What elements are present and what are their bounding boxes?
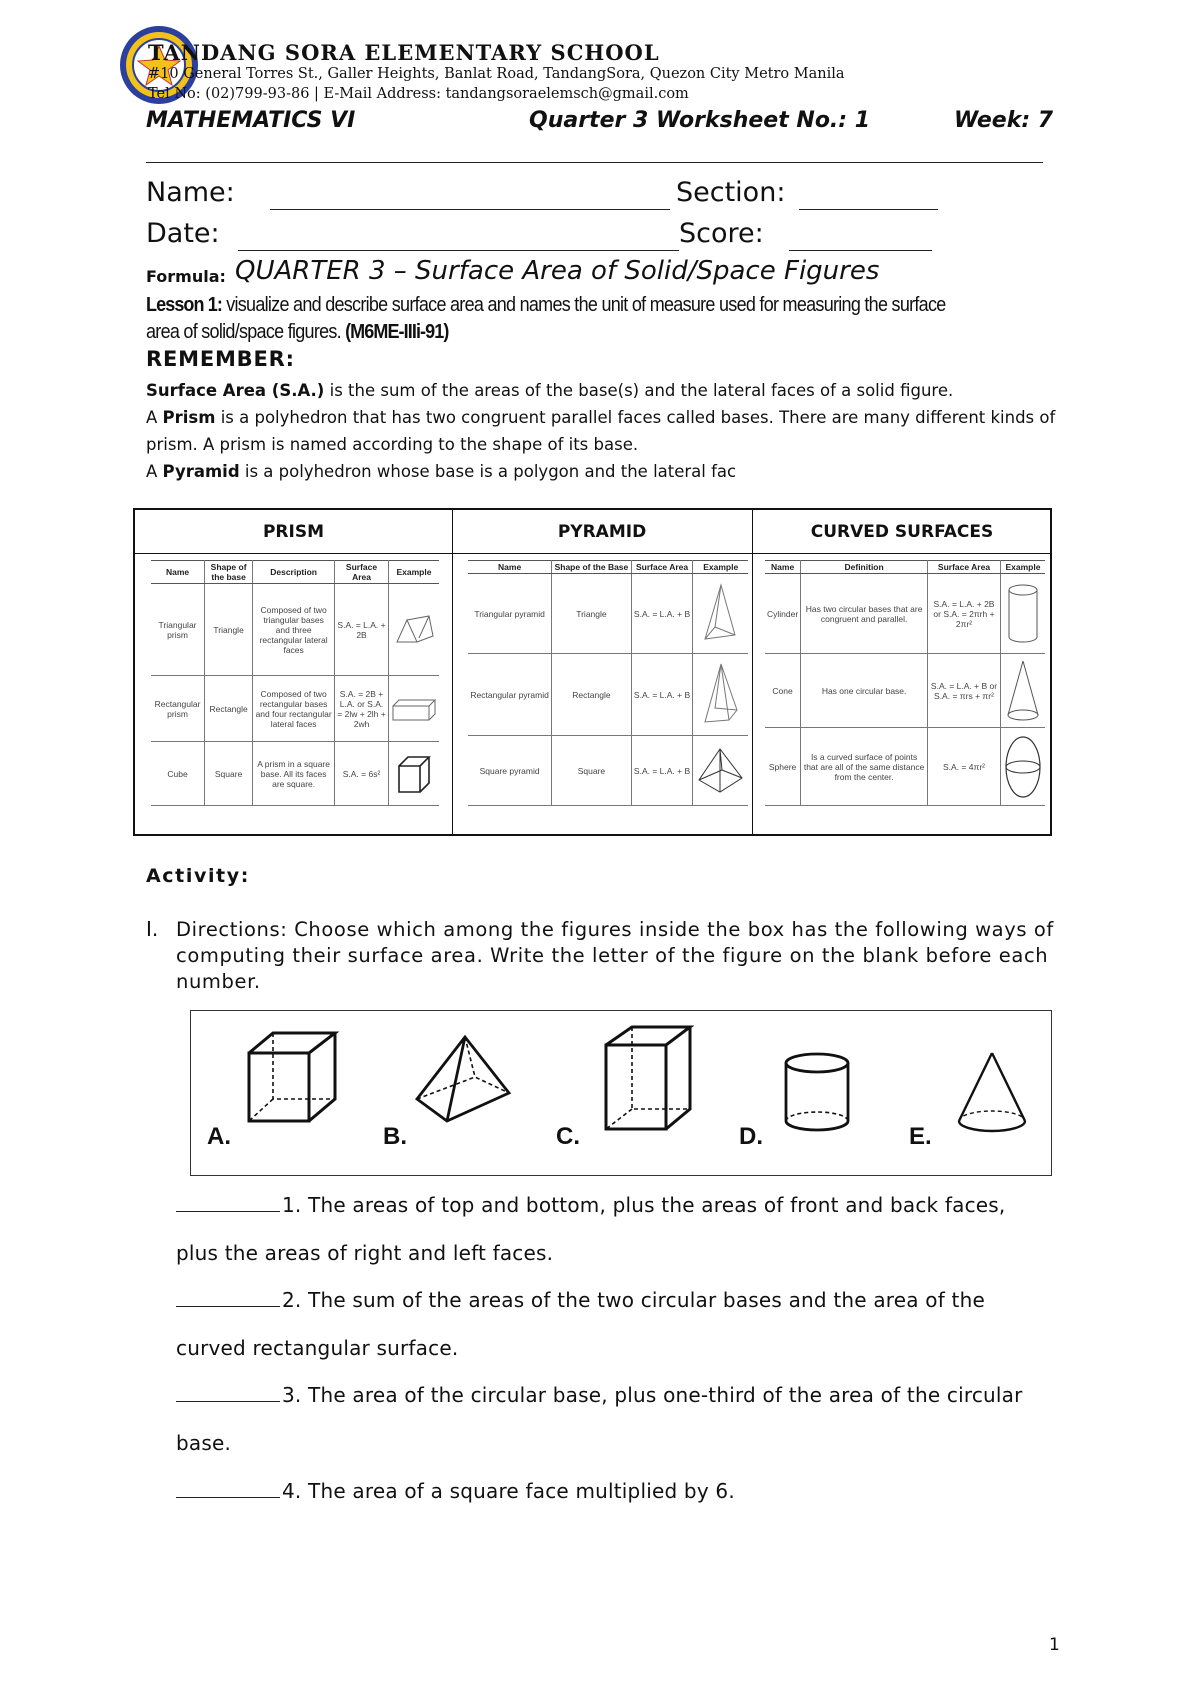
question-2: 2. The sum of the areas of the two circular bases and the area of the	[176, 1288, 985, 1312]
question-1-continued: plus the areas of right and left faces.	[176, 1241, 554, 1265]
cube-icon	[396, 754, 432, 794]
formula-title: QUARTER 3 – Surface Area of Solid/Space Figures	[235, 256, 880, 286]
answer-blank-3[interactable]	[176, 1383, 280, 1402]
table-row: Cylinder Has two circular bases that are congruent and parallel. S.A. = L.A. + 2B or S.A. = 2πrh + 2πr²	[765, 574, 1045, 654]
column-divider	[452, 510, 453, 834]
school-contact: Tel No: (02)799-93-86 | E-Mail Address: tandangsoraelemsch@gmail.com	[148, 86, 689, 102]
pyramid-icon	[413, 1033, 517, 1127]
figure-c-label: C.	[556, 1123, 580, 1150]
table-row: Triangular prism Triangle Composed of two triangular bases and three rectangular lateral faces S.A. = L.A. + 2B	[151, 584, 439, 676]
worksheet-number: Quarter 3 Worksheet No.: 1	[529, 108, 871, 133]
table-row: Square pyramid Square S.A. = L.A. + B	[468, 736, 748, 806]
section-label: Section:	[676, 177, 786, 208]
page-number: 1	[1049, 1635, 1060, 1655]
school-name: TANDANG SORA ELEMENTARY SCHOOL	[148, 40, 660, 65]
subject-title: MATHEMATICS VI	[146, 108, 356, 133]
pyramid-heading: PYRAMID	[452, 510, 752, 554]
prism-table: Name Shape of the base Description Surface Area Example Triangular prism Triangle Composed of two triangular bases and three rectangular lateral faces S.A. = L.A. + 2B Rectangular prism Rectangle Composed of two rectangular bases and four rectangular lateral faces S.A. = 2B + L.A. or S.A. = 2lw + 2lh + 2wh Cube Square A prism in a square base. All its faces are square. S.A. = 6s²	[151, 560, 439, 806]
name-field[interactable]	[270, 209, 670, 210]
prism-definition: A Prism is a polyhedron that has two congruent parallel faces called bases. There are many different kinds of prism. A prism is named according to the shape of its base.	[146, 408, 1056, 454]
score-label: Score:	[679, 218, 764, 249]
cylinder-icon	[1006, 583, 1040, 645]
reference-table	[133, 508, 1052, 836]
activity-heading: Activity:	[146, 865, 250, 887]
week-label: Week: 7	[954, 108, 1054, 133]
score-field[interactable]	[789, 250, 932, 251]
question-3-continued: base.	[176, 1431, 232, 1455]
lesson-text: visualize and describe surface area and names the unit of measure used for measuring the surface area of solid/space figures.	[146, 294, 946, 343]
answer-blank-4[interactable]	[176, 1479, 280, 1498]
triangular-prism-icon	[393, 612, 435, 648]
triangular-pyramid-icon	[701, 583, 741, 645]
rectangular-prism-icon	[391, 696, 437, 722]
definitions	[146, 377, 1066, 485]
directions-text: Directions: Choose which among the figures inside the box has the following ways of computing their surface area. Write the letter of the figure on the blank before each number.	[176, 918, 1054, 993]
cone-icon	[955, 1049, 1029, 1135]
pyramid-definition: A Pyramid is a polyhedron whose base is a polygon and the lateral fac	[146, 462, 737, 481]
table-row: Rectangular pyramid Rectangle S.A. = L.A. + B	[468, 654, 748, 736]
directions-number: I.	[146, 917, 159, 941]
prism-heading: PRISM	[135, 510, 452, 554]
figure-b-label: B.	[383, 1123, 407, 1150]
figure-choices-box	[190, 1010, 1052, 1176]
curved-surfaces-table: Name Definition Surface Area Example Cylinder Has two circular bases that are congruent and parallel. S.A. = L.A. + 2B or S.A. = 2πrh + 2πr² Cone Has one circular base. S.A. = L.A. + B or S.A. = πrs + πr² Sphere Is a curved surface of points that are all of the same distance from the center. S.A. = 4πr²	[765, 560, 1045, 806]
figure-d-label: D.	[739, 1123, 763, 1150]
sphere-icon	[1003, 734, 1043, 800]
formula-label: Formula:	[146, 267, 226, 286]
remember-heading: REMEMBER:	[146, 347, 295, 371]
square-pyramid-icon	[696, 746, 746, 796]
header-divider	[146, 162, 1043, 163]
question-3: 3. The area of the circular base, plus one-third of the area of the circular	[176, 1383, 1023, 1407]
question-4: 4. The area of a square face multiplied by 6.	[176, 1479, 735, 1503]
surface-area-definition: Surface Area (S.A.) is the sum of the areas of the base(s) and the lateral faces of a solid figure.	[146, 381, 954, 400]
cylinder-icon	[782, 1051, 852, 1135]
lesson-code: (M6ME-IIIi-91)	[340, 321, 449, 343]
answer-blank-2[interactable]	[176, 1288, 280, 1307]
answer-blank-1[interactable]	[176, 1193, 280, 1212]
figure-e-label: E.	[909, 1123, 932, 1150]
rectangular-prism-icon	[602, 1023, 694, 1133]
question-2-continued: curved rectangular surface.	[176, 1336, 459, 1360]
lesson-label: Lesson 1:	[146, 294, 222, 316]
name-label: Name:	[146, 177, 235, 208]
date-label: Date:	[146, 218, 220, 249]
table-row: Cone Has one circular base. S.A. = L.A. + B or S.A. = πrs + πr²	[765, 654, 1045, 728]
date-field[interactable]	[238, 250, 679, 251]
rectangular-pyramid-icon	[701, 662, 741, 728]
curved-heading: CURVED SURFACES	[752, 510, 1052, 554]
question-1: 1. The areas of top and bottom, plus the areas of front and back faces,	[176, 1193, 1005, 1217]
pyramid-table: Name Shape of the Base Surface Area Example Triangular pyramid Triangle S.A. = L.A. + B Rectangular pyramid Rectangle S.A. = L.A. + B Square pyramid Square S.A. = L.A. + B	[468, 560, 748, 806]
column-divider	[752, 510, 753, 834]
cone-icon	[1005, 659, 1041, 723]
table-row: Triangular pyramid Triangle S.A. = L.A. + B	[468, 574, 748, 654]
cube-icon	[245, 1029, 341, 1129]
table-row: Sphere Is a curved surface of points that are all of the same distance from the center. S.A. = 4πr²	[765, 728, 1045, 806]
lesson-objective	[146, 292, 974, 346]
table-row: Rectangular prism Rectangle Composed of two rectangular bases and four rectangular lateral faces S.A. = 2B + L.A. or S.A. = 2lw + 2lh + 2wh	[151, 676, 439, 742]
school-address: #10 General Torres St., Galler Heights, Banlat Road, TandangSora, Quezon City Metro Manila	[148, 66, 845, 82]
table-row: Cube Square A prism in a square base. All its faces are square. S.A. = 6s²	[151, 742, 439, 806]
section-field[interactable]	[799, 209, 938, 210]
figure-a-label: A.	[207, 1123, 231, 1150]
